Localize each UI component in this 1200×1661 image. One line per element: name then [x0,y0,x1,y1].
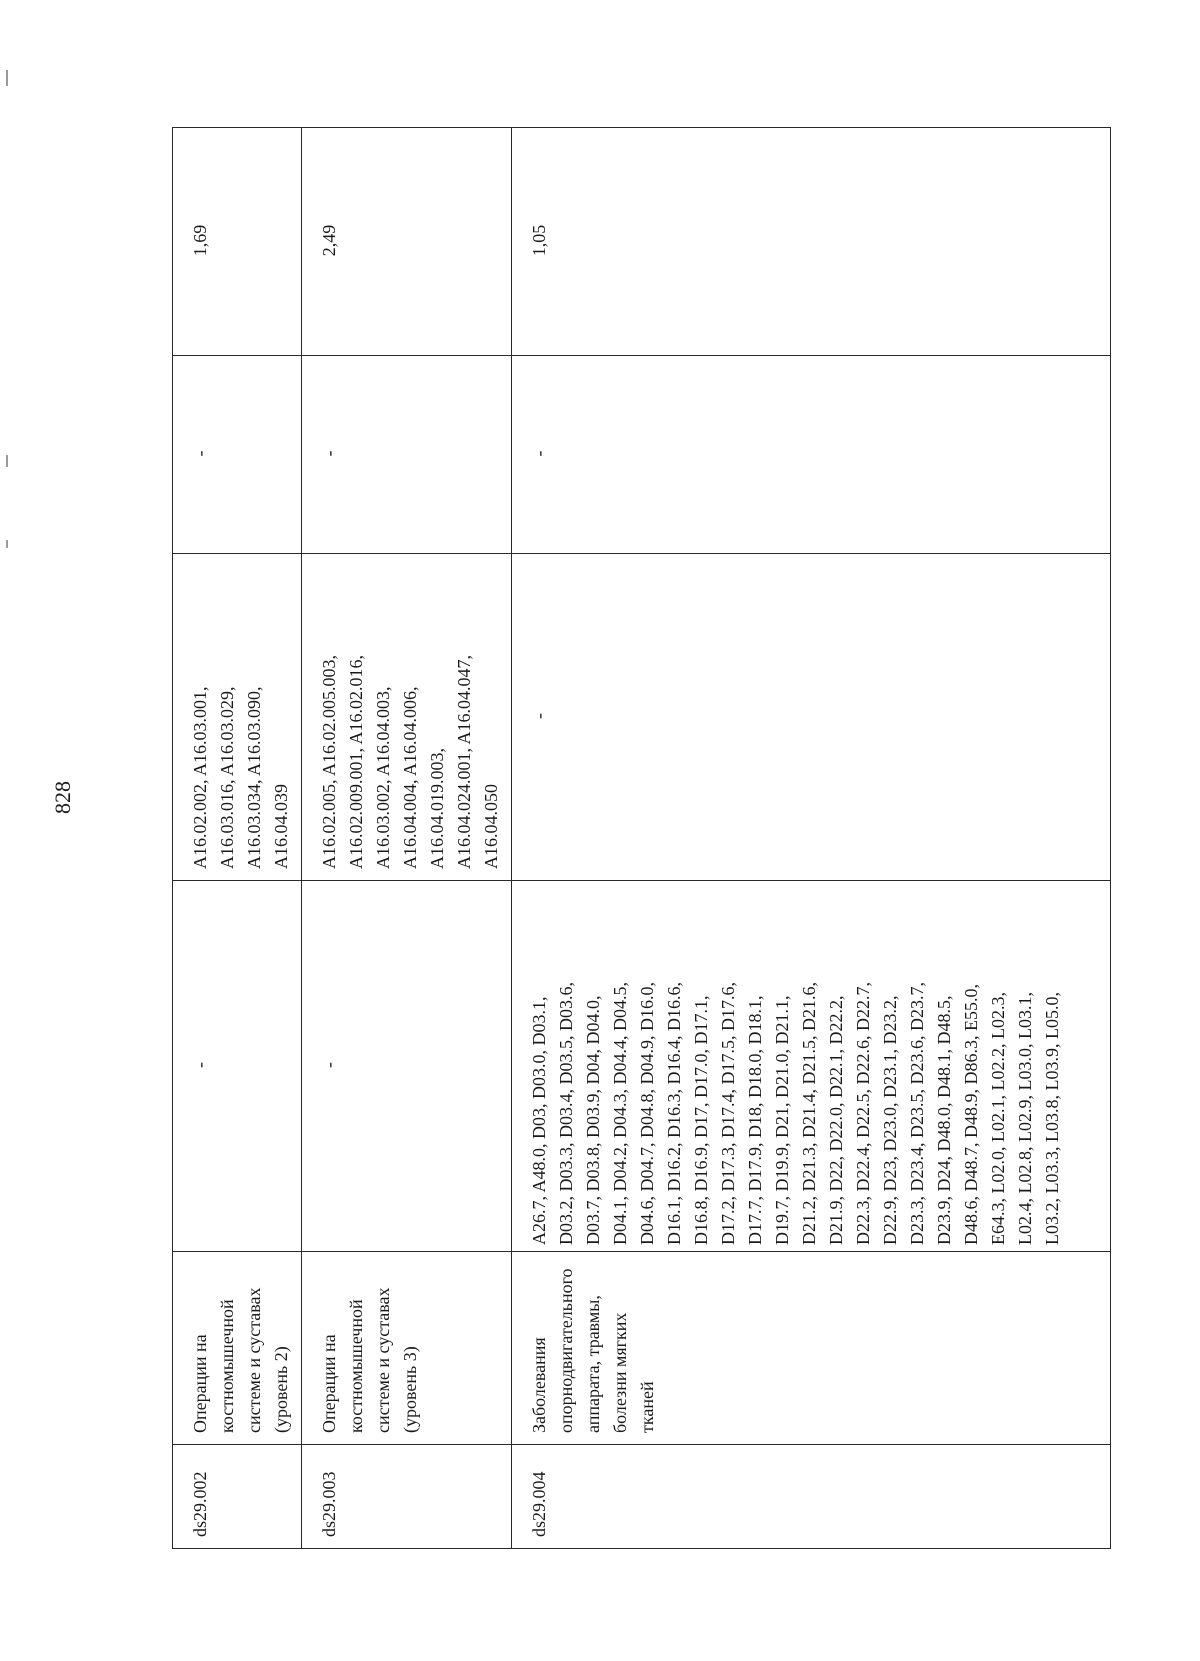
diagnoses-cell: A26.7, A48.0, D03, D03.0, D03.1, D03.2, D03.3, D03.4, D03.5, D03.6, D03.7, D03.8, D03.9, D04, D04.0, D04.1, D04.2, D04.3, D04.4, D04.5, D04.6, D04.7, D04.8, D04.9, D16.0, D16.1, D16.2, D16.3, D16.4, D16.6, D16.8, D16.9, D17, D17.0, D17.1, D17.2, D17.3, D17.4, D17.5, D17.6, D17.7, D17.9, D18, D18.0, D18.1, D19.7, D19.9, D21, D21.0, D21.1, D21.2, D21.3, D21.4, D21.5, D21.6, D21.9, D22, D22.0, D22.1, D22.2, D22.3, D22.4, D22.5, D22.6, D22.7, D22.9, D23, D23.0, D23.1, D23.2, D23.3, D23.4, D23.5, D23.6, D23.7, D23.9, D24, D48.0, D48.1, D48.5, D48.6, D48.7, D48.9, D86.3, E55.0, E64.3, L02.0, L02.1, L02.2, L02.3, L02.4, L02.8, L02.9, L03.0, L03.1, L03.2, L03.3, L03.8, L03.9, L05.0, [512,881,1111,1252]
group-code-cell: ds29.002 [173,1445,302,1549]
extra-criteria-cell: - [302,356,512,554]
diagnoses-cell: - [173,881,302,1252]
tariff-table-rotated [172,128,1099,1549]
extra-criteria-cell: - [173,356,302,554]
table-row [302,128,512,1549]
coefficient-cell: 1,05 [512,128,1111,356]
scan-speck [6,70,8,86]
diagnoses-cell: - [302,881,512,1252]
group-code-cell: ds29.004 [512,1445,1111,1549]
scan-speck [6,455,8,467]
services-cell: A16.02.002, A16.03.001, A16.03.016, A16.03.029, A16.03.034, A16.03.090, A16.04.039 [173,554,302,881]
services-cell: A16.02.005, A16.02.005.003, A16.02.009.001, A16.02.016, A16.03.002, A16.04.003, A16.04.004, A16.04.006, A16.04.019.003, A16.04.024.001, A16.04.047, A16.04.050 [302,554,512,881]
coefficient-cell: 2,49 [302,128,512,356]
scan-speck [6,540,8,548]
group-name-cell: Заболевания опорнодвигательного аппарата, травмы, болезни мягких тканей [512,1252,1111,1445]
coefficient-cell: 1,69 [173,128,302,356]
services-cell: - [512,554,1111,881]
table-row [173,128,302,1549]
page-number: 828 [50,781,75,814]
tariff-table [172,127,1111,1549]
table-row [512,128,1111,1549]
group-name-cell: Операции на костномышечной системе и суставах (уровень 2) [173,1252,302,1445]
group-name-cell: Операции на костномышечной системе и суставах (уровень 3) [302,1252,512,1445]
group-code-cell: ds29.003 [302,1445,512,1549]
extra-criteria-cell: - [512,356,1111,554]
